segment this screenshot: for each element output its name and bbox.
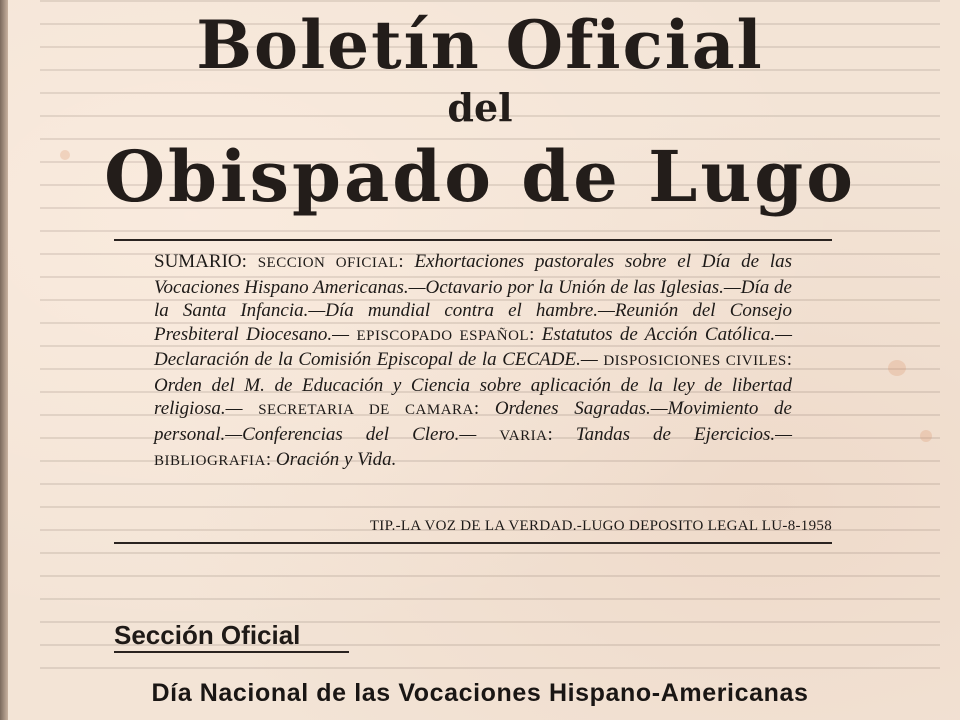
summary-text-episcopado: Estatutos de Acción Católica.—Declaración de la Comisión Episcopal de la CECADE.— [154,323,792,370]
foxing-stain [920,430,932,442]
foxing-stain [888,360,906,376]
printer-imprint: TIP.-LA VOZ DE LA VERDAD.-LUGO DEPOSITO LEGAL LU-8-1958 [369,518,832,534]
masthead-title-boletin: Boletín Oficial [196,6,764,84]
summary-text-oficial: Exhortaciones pastorales sobre el Día de las Vocaciones Hispano Americanas.—Octavario por la Unión de las Iglesias.—Día de la Santa Infancia.—Día mundial contra el hambre.—Reunión del Consejo Presbiteral Diocesano.— [154,251,793,345]
section-label-camara: SECRETARIA DE CAMARA [258,402,474,418]
section-label-episcopado: EPISCOPADO ESPAÑOL [356,327,530,344]
bottom-rule [114,542,832,544]
article-title: Día Nacional de las Vocaciones Hispano-Americanas [151,679,809,707]
summary-text-bibliografia: Oración y Vida. [275,449,397,470]
summary-label: SUMARIO [154,251,242,272]
summary-box: SUMARIO: SECCION OFICIAL: Exhortaciones pastorales sobre el Día de las Vocaciones Hispano Americanas.—Octavario por la Unión de las Iglesias.—Día de la Santa Infancia.—Día mundial contra el hambre.—Reunión del Consejo Presbiteral Diocesano.— EPISCOPADO ESPAÑOL: Estatutos de Acción Católica.—Declaración de la Comisión Episcopal de la CECADE.— DISPOSICIONES CIVILES: Orden del M. de Educación y Ciencia sobre aplicación de la ley de libertad religiosa.— SECRETARIA DE CAMARA: Ordenes Sagradas.—Movimiento de personal.—Conferencias del Clero.— VARIA: Tandas de Ejercicios.— BIBLIOGRAFIA: Oración y Vida. [154,251,793,470]
summary-text-varia: Tandas de Ejercicios.— [575,423,793,445]
section-title-underline [114,651,349,653]
section-title: Sección Oficial [114,620,301,650]
summary-text-camara: Ordenes Sagradas.—Movimiento de personal.—Conferencias del Clero.— [154,398,792,445]
section-label-civiles: DISPOSICIONES CIVILES [603,353,787,369]
section-label-bibliografia: BIBLIOGRAFIA [154,453,266,469]
summary-text-civiles: Orden del M. de Educación y Ciencia sobre aplicación de la ley de libertad religiosa.— [154,374,792,419]
top-rule [114,239,832,241]
section-label-varia: VARIA [499,427,548,444]
masthead-title-del: del [447,85,513,130]
masthead-title-obispado: Obispado de Lugo [104,135,856,218]
section-label-oficial: SECCION OFICIAL [257,255,399,271]
